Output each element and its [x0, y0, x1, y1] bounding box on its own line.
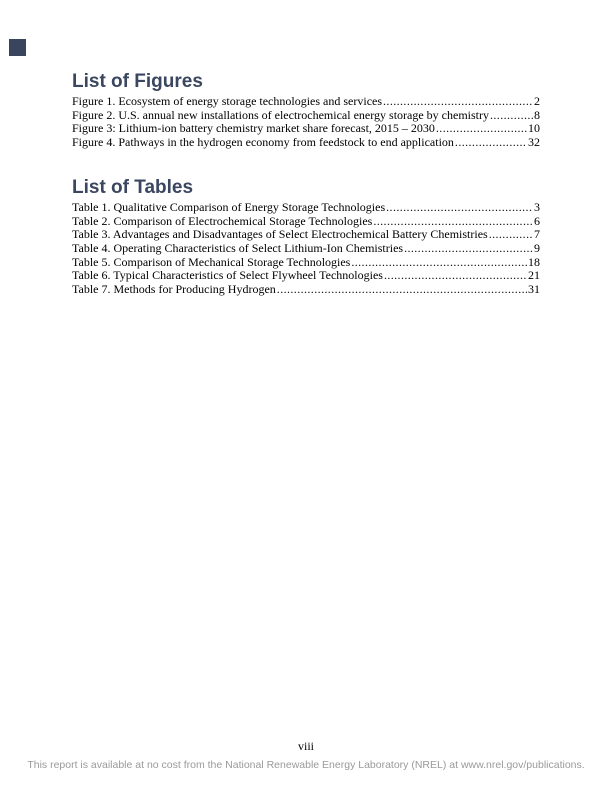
page-number: viii [297, 739, 314, 753]
toc-entry-page: 2 [534, 94, 540, 108]
list-of-tables-section [72, 176, 540, 297]
toc-entry-table-2[interactable] [72, 215, 540, 229]
toc-entry-table-6[interactable] [72, 269, 540, 283]
toc-entry-label: Figure 3: Lithium-ion battery chemistry market share forecast, 2015 – 2030 [72, 121, 435, 136]
toc-entry-label: Table 2. Comparison of Electrochemical Storage Technologies [72, 213, 373, 228]
toc-entry-label: Table 3. Advantages and Disadvantages of Select Electrochemical Battery Chemistries [72, 227, 488, 242]
toc-entry-page: 9 [534, 240, 540, 255]
toc-entry-page: 32 [528, 134, 540, 149]
toc-entry-figure-4[interactable] [72, 136, 540, 150]
corner-square [9, 39, 26, 56]
toc-entry-label: Figure 1. Ecosystem of energy storage technologies and services [72, 94, 383, 108]
toc-entry-table-3[interactable] [72, 228, 540, 242]
toc-entry-page: 10 [528, 121, 540, 136]
toc-entry-table-7[interactable] [72, 283, 540, 297]
toc-leader-dots [384, 269, 527, 283]
toc-entry-table-1[interactable] [72, 201, 540, 215]
toc-leader-dots [351, 256, 527, 270]
toc-entry-page: 31 [528, 281, 540, 296]
toc-entry-page: 18 [528, 254, 540, 269]
toc-entry-page: 8 [534, 107, 540, 122]
toc-leader-dots [455, 136, 527, 150]
toc-leader-dots [277, 283, 527, 297]
toc-leader-dots [490, 109, 533, 123]
toc-entry-label: Table 1. Qualitative Comparison of Energy Storage Technologies [72, 200, 386, 214]
toc-entry-label: Table 5. Comparison of Mechanical Storage Technologies [72, 254, 351, 269]
tables-heading: List of Tables [72, 177, 194, 198]
toc-entry-figure-1[interactable] [72, 95, 540, 109]
figures-list [72, 95, 540, 150]
toc-entry-label: Table 6. Typical Characteristics of Select Flywheel Technologies [72, 268, 383, 283]
toc-entry-page: 7 [534, 227, 540, 242]
toc-entry-label: Figure 4. Pathways in the hydrogen economy from feedstock to end application [72, 134, 454, 149]
tables-list [72, 201, 540, 297]
toc-entry-label: Table 7. Methods for Producing Hydrogen [72, 281, 276, 296]
toc-leader-dots [404, 242, 533, 256]
toc-leader-dots [373, 215, 533, 229]
toc-leader-dots [386, 201, 533, 215]
availability-footer: This report is available at no cost from the National Renewable Energy Laboratory (NREL) at www.nrel.gov/publications. [27, 759, 585, 771]
toc-entry-page: 3 [534, 200, 540, 214]
toc-entry-label: Figure 2. U.S. annual new installations of electrochemical energy storage by chemistry [72, 107, 489, 122]
toc-leader-dots [436, 122, 527, 136]
list-of-figures-section [72, 70, 540, 150]
toc-entry-page: 6 [534, 213, 540, 228]
toc-entry-page: 21 [528, 268, 540, 283]
toc-entry-figure-3[interactable] [72, 122, 540, 136]
toc-entry-label: Table 4. Operating Characteristics of Select Lithium-Ion Chemistries [72, 240, 404, 255]
toc-entry-table-4[interactable] [72, 242, 540, 256]
toc-entry-figure-2[interactable] [72, 109, 540, 123]
toc-leader-dots [489, 228, 533, 242]
toc-entry-table-5[interactable] [72, 256, 540, 270]
figures-heading: List of Figures [72, 71, 203, 92]
toc-leader-dots [383, 95, 533, 109]
